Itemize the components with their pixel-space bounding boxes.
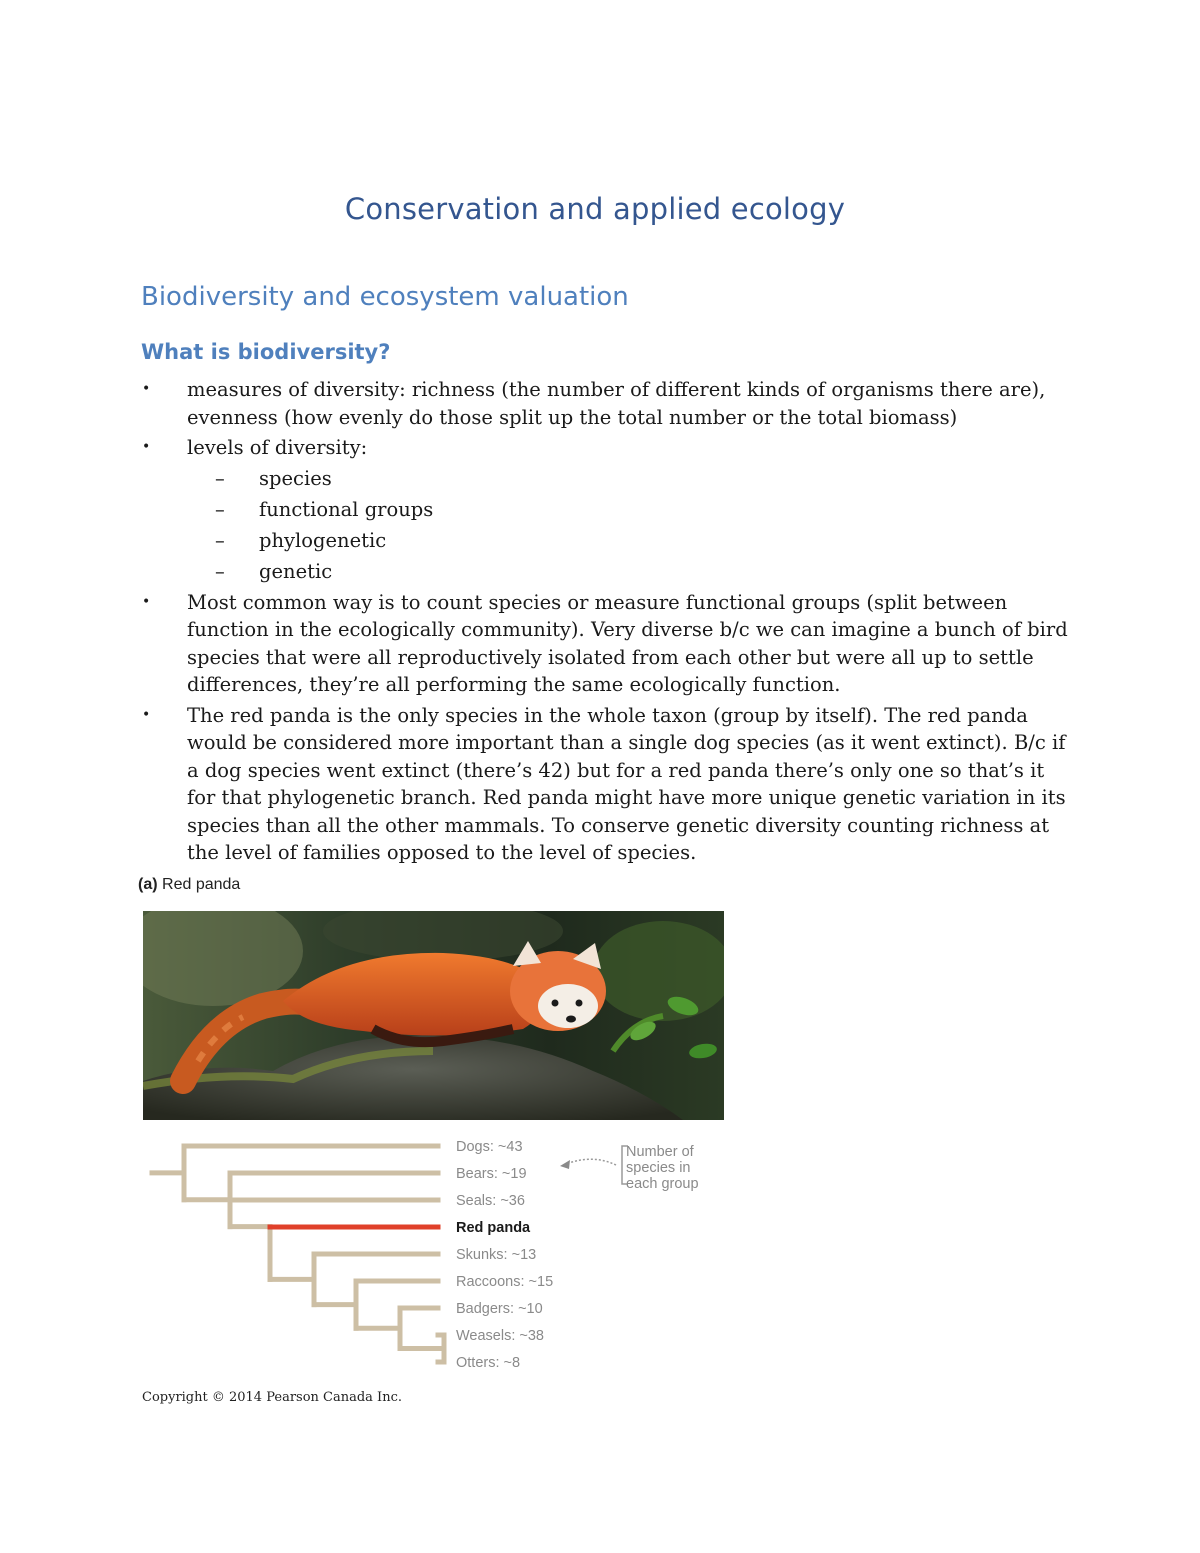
- bullet-item: [141, 376, 1071, 431]
- panda-eye: [576, 1000, 583, 1007]
- annotation-line: Number of: [626, 1144, 694, 1160]
- panda-nose: [566, 1016, 576, 1023]
- dash-icon: –: [215, 559, 225, 583]
- dash-icon: –: [215, 466, 225, 490]
- sub-item: [187, 465, 1071, 493]
- section-heading: Biodiversity and ecosystem valuation: [141, 282, 629, 312]
- bullet-icon: •: [142, 706, 151, 723]
- figure-label-text: Red panda: [162, 876, 241, 893]
- bullet-item: [141, 702, 1071, 867]
- dash-icon: –: [215, 528, 225, 552]
- bullet-text: Most common way is to count species or measure functional groups (split between function in the ecologically community). Very diverse b/c we can imagine a bunch of bird species that were all reproductively isolated from each other but were all up to settle differences, they’re all performing the same ecologically function.: [187, 590, 1068, 696]
- figure-label: [138, 876, 240, 894]
- document-title: Conservation and applied ecology: [344, 192, 846, 226]
- tree-annotation: [560, 1144, 699, 1192]
- annotation-arrow-line: [566, 1159, 616, 1165]
- bullet-list: [141, 376, 1071, 870]
- bullet-icon: •: [142, 593, 151, 610]
- tree-tip-label: Raccoons: ~15: [456, 1274, 554, 1290]
- bullet-text: measures of diversity: richness (the number of different kinds of organisms there are), evenness (how evenly do those split up the total number or the total biomass): [187, 378, 1046, 429]
- bullet-icon: •: [142, 381, 151, 397]
- tree-tip-label: Badgers: ~10: [456, 1301, 543, 1317]
- bullet-item: [141, 434, 1071, 585]
- tree-tip-label: Skunks: ~13: [456, 1247, 537, 1263]
- bullet-text: The red panda is the only species in the whole taxon (group by itself). The red panda would be considered more important than a single dog species (as it went extinct). B/c if a dog species went extinct (there’s 42) but for a red panda there’s only one so that’s it for that phylogenetic branch. Red panda might have more unique genetic variation in its species than all the other mammals. To conserve genetic diversity counting richness at the level of families opposed to the level of species.: [187, 703, 1066, 864]
- bullet-text: levels of diversity:: [187, 436, 368, 459]
- panda-eye: [552, 1000, 559, 1007]
- tree-tip-label: Bears: ~19: [456, 1166, 527, 1182]
- annotation-line: species in: [626, 1160, 691, 1176]
- sub-list: [187, 465, 1071, 586]
- tree-tip-label: Seals: ~36: [456, 1193, 525, 1209]
- sub-item: [187, 558, 1071, 586]
- sub-item-text: phylogenetic: [259, 528, 387, 552]
- sub-item-text: genetic: [259, 559, 333, 583]
- annotation-line: each group: [626, 1176, 699, 1192]
- sub-item-text: species: [259, 466, 332, 490]
- bullet-item: [141, 589, 1071, 699]
- red-panda-photo: [143, 911, 724, 1120]
- tree-branches: [152, 1146, 444, 1362]
- phylogenetic-tree: [138, 1134, 738, 1394]
- tree-tip-label: Otters: ~8: [456, 1355, 521, 1371]
- sub-item-text: functional groups: [259, 497, 434, 521]
- arrow-icon: [560, 1160, 570, 1169]
- tree-labels: [456, 1139, 553, 1371]
- bullet-icon: •: [142, 439, 151, 455]
- tree-tip-label: Dogs: ~43: [456, 1139, 523, 1155]
- tree-tip-label: Weasels: ~38: [456, 1328, 544, 1344]
- figure-label-prefix: (a): [138, 876, 158, 893]
- red-panda-illustration: [143, 911, 724, 1120]
- sub-item: [187, 527, 1071, 555]
- copyright-text: Copyright © 2014 Pearson Canada Inc.: [142, 1390, 402, 1405]
- phylogeny-figure: [138, 876, 738, 1416]
- dash-icon: –: [215, 497, 225, 521]
- subsection-heading: What is biodiversity?: [141, 340, 391, 364]
- tree-tip-label: Red panda: [456, 1220, 531, 1236]
- sub-item: [187, 496, 1071, 524]
